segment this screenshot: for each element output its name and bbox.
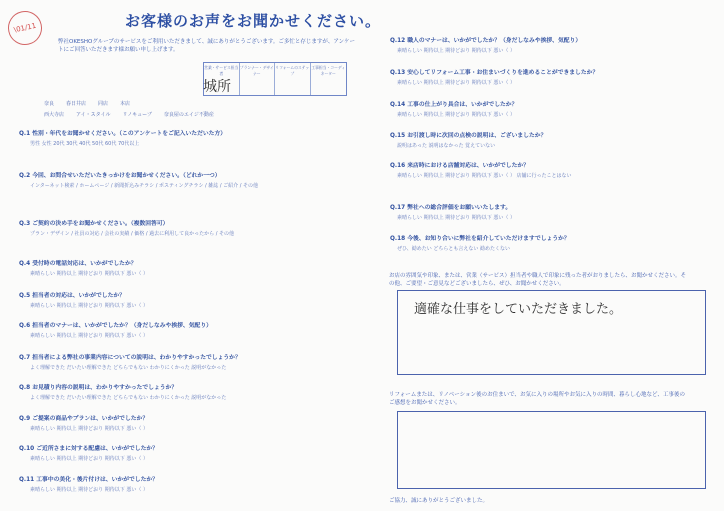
answer-q3[interactable]: プラン・デザイン / 社員の対応 / 会社の実績 / 価格 / 過去に利用して良かったから / その他 [30,231,234,237]
check-honten[interactable]: 本店 [120,101,131,107]
answer-q13[interactable]: 素晴らしい 期待以上 期待どおり 期待以下 悪い（ ） [397,80,515,86]
answer-q14[interactable]: 素晴らしい 期待以上 期待どおり 期待以下 悪い（ ） [397,112,515,118]
box-label-construction: 工事担当・コーディネーター [311,65,346,76]
answer-q8[interactable]: よく理解できた だいたい理解できた どちらでもない わかりにくかった 説明がなかった [30,395,227,401]
check-nara[interactable]: 奈良 [44,101,55,107]
question-q16: Q.16 来店時における店舗対応は、いかがでしたか？ [390,163,529,169]
box-label-sales: 営業・サービス担当者 [204,63,240,95]
answer-q18[interactable]: ぜひ、勧めたい どちらとも言えない 勧めたくない [397,246,510,252]
question-q10: Q.10 ご近所さまに対する配慮は、いかがでしたか？ [19,446,158,452]
answer-q5[interactable]: 素晴らしい 期待以上 期待どおり 期待以下 悪い（ ） [30,303,148,309]
handwritten-name: 城所 [203,79,231,95]
question-q1: Q.1 性別・年代をお聞かせください。（このアンケートをご記入いただいた方） [19,131,227,137]
box-label-planner: プランナー・デザイナー [240,63,276,95]
comment-box-2[interactable] [397,411,706,489]
question-q12: Q.12 職人のマナーは、いかがでしたか？（身だしなみや挨拶、気配り） [390,38,582,44]
answer-q1[interactable]: 男性 女性 20代 30代 40代 50代 60代 70代以上 [30,141,140,147]
question-q17: Q.17 弊社への総合評価をお願いいたします。 [390,205,512,211]
box-label-step: リフォームのステップ [275,63,311,95]
check-saidaiji[interactable]: 西大寺店 [44,112,65,118]
question-q4: Q.4 受付時の電話対応は、いかがでしたか？ [19,261,137,267]
handwritten-comment: 適確な仕事をしていただきました。 [414,302,623,317]
footer-thanks: ご協力、誠にありがとうございました。 [389,498,489,504]
check-douten[interactable]: 同店 [98,101,109,107]
intro-text: 弊社OKESHOグループのサービスをご利用いただきまして、誠にありがとうございます。ご多忙と存じますが、アンケートにご回答いただきます様お願い申し上げます。 [58,39,356,53]
page-title: お客様のお声をお聞かせください。 [125,12,382,30]
question-q14: Q.14 工事の仕上がり具合は、いかがでしたか？ [390,102,518,108]
question-q6: Q.6 担当者のマナーは、いかがでしたか？（身だしなみや挨拶、気配り） [19,323,212,329]
check-age-fudosan[interactable]: 奈良屋のエイジ不動産 [163,112,214,118]
answer-q2[interactable]: インターネット検索 / ホームページ / 新聞折込みチラシ / ポスティングチラシ / 雑誌 / ご紹介 / その他 [30,183,259,189]
answer-q11[interactable]: 素晴らしい 期待以上 期待どおり 期待以下 悪い（ ） [30,487,148,493]
answer-q6[interactable]: 素晴らしい 期待以上 期待どおり 期待以下 悪い（ ） [30,333,148,339]
check-istyle[interactable]: アイ・スタイル [76,112,111,118]
question-q15: Q.15 お引渡し時に次回の点検の説明は、ございましたか？ [390,133,547,139]
answer-q15[interactable]: 説明はあった 説明はなかった 覚えていない [397,143,496,149]
check-kasugai[interactable]: 春日井店 [66,101,87,107]
answer-q17[interactable]: 素晴らしい 期待以上 期待どおり 期待以下 悪い（ ） [397,215,515,221]
answer-q4[interactable]: 素晴らしい 期待以上 期待どおり 期待以下 悪い（ ） [30,271,148,277]
question-q2: Q.2 今回、お問合せいただいたきっかけをお聞かせください。（どれか一つ） [19,173,221,179]
question-q8: Q.8 お見積り内容の説明は、わかりやすかったでしょうか？ [19,385,178,391]
question-q18: Q.18 今後、お知り合いに弊社を紹介していただけますでしょうか？ [390,236,570,242]
question-q7: Q.7 担当者による弊社の事業内容についての説明は、わかりやすかったでしょうか？ [19,355,241,361]
question-q13: Q.13 安心してリフォーム工事・お住まいづくりを進めることができましたか？ [390,70,599,76]
answer-q10[interactable]: 素晴らしい 期待以上 期待どおり 期待以下 悪い（ ） [30,456,148,462]
answer-q7[interactable]: よく理解できた だいたい理解できた どちらでもない わかりにくかった 説明がなかった [30,365,227,371]
answer-q9[interactable]: 素晴らしい 期待以上 期待どおり 期待以下 悪い（ ） [30,426,148,432]
check-renocube[interactable]: リノキューブ [122,112,152,118]
answer-q16[interactable]: 素晴らしい 期待以上 期待どおり 期待以下 悪い（ ） 店舗に行ったことはない [397,173,572,179]
question-q3: Q.3 ご契約の決め手をお聞かせください。（複数回答可） [19,221,169,227]
answer-q12[interactable]: 素晴らしい 期待以上 期待どおり 期待以下 悪い（ ） [397,48,515,54]
date-stamp: \01/11 [5,8,45,48]
question-q11: Q.11 工事中の美化・後片付けは、いかがでしたか？ [19,477,158,483]
comment-prompt-1: お店の雰囲気や印象、または、営業（サービス）担当者や職人で印象に残った者がおりましたら、お聞かせください。その他、ご要望・ご意見などございましたら、ぜひ、お聞かせください。 [389,273,687,287]
comment-prompt-2: リフォームまたは、リノベーション後のお住まいで、お気に入りの場所やお気に入りの時間、暮らし心地など、工事後のご感想をお聞かせください。 [389,392,685,406]
question-q5: Q.5 担当者の対応は、いかがでしたか？ [19,293,125,299]
store-checkboxes [44,100,274,122]
question-q9: Q.9 ご提案の商品やプランは、いかがでしたか？ [19,416,149,422]
